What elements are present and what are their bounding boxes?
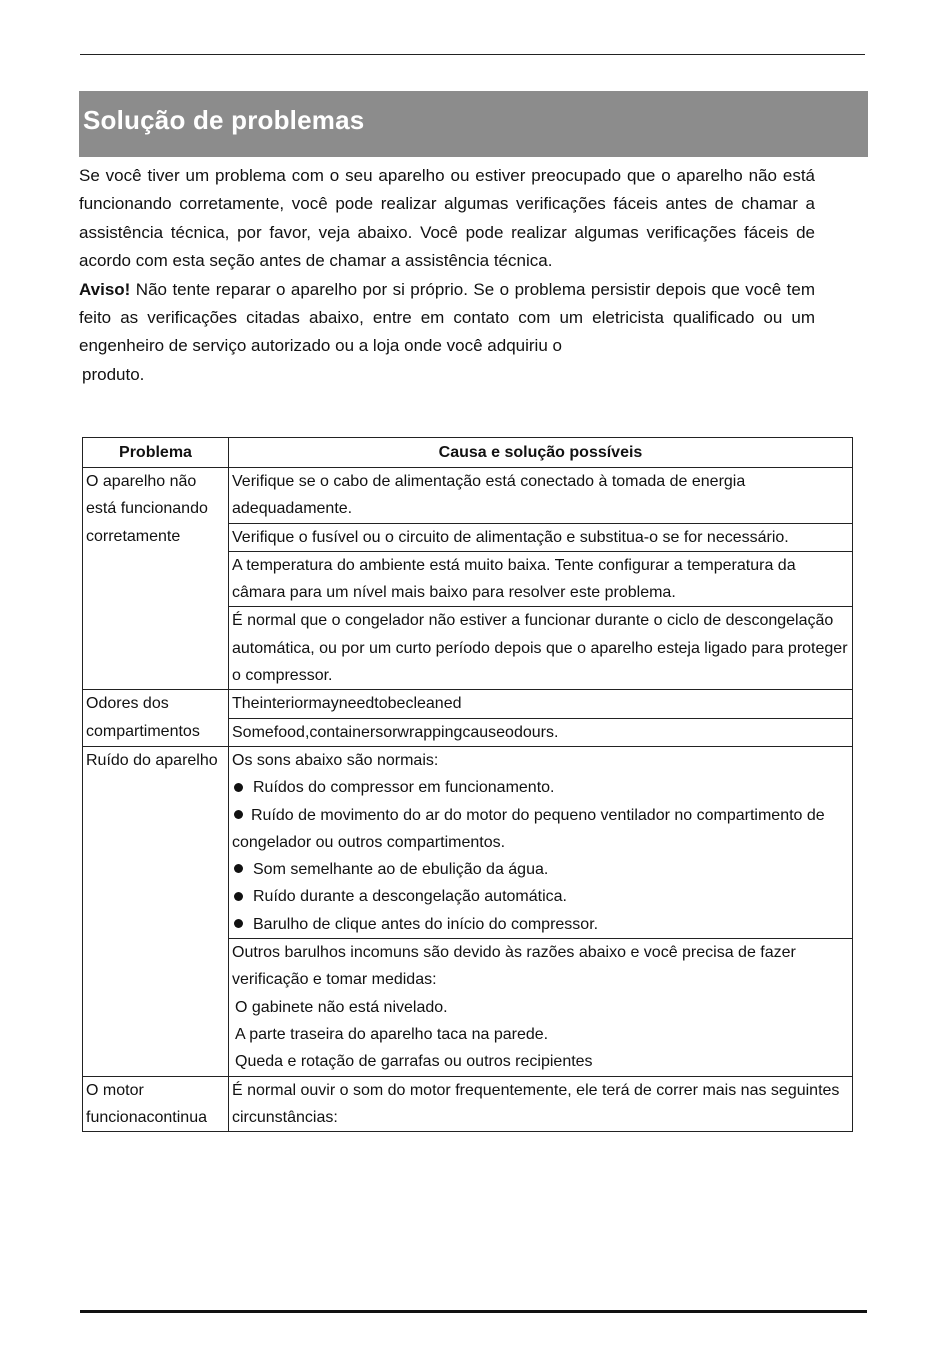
cause-cell: A temperatura do ambiente está muito baixa. Tente configurar a temperatura da câmara para um nível mais baixo para resolver este problema. — [229, 551, 853, 607]
list-item: Ruído de movimento do ar do motor do pequeno ventilador no compartimento de congelador ou outros compartimentos. — [232, 806, 825, 851]
top-rule — [80, 54, 865, 55]
problem-cell: Ruído do aparelho — [83, 746, 229, 1076]
intro-text — [79, 162, 815, 389]
cause-cell — [229, 939, 853, 1076]
table-header-row — [83, 438, 853, 468]
table-row — [83, 746, 853, 938]
list-item: Ruído durante a descongelação automática. — [232, 883, 849, 910]
list-item: A parte traseira do aparelho taca na parede. — [235, 1025, 549, 1043]
normal-sounds-intro: Os sons abaixo são normais: — [232, 751, 439, 769]
table-row — [83, 468, 853, 524]
cause-cell — [229, 746, 853, 938]
list-item: Ruídos do compressor em funcionamento. — [232, 774, 849, 801]
intro-paragraph: Se você tiver um problema com o seu aparelho ou estiver preocupado que o aparelho não está funcionando corretamente, você pode realizar algumas verificações fáceis antes de chamar a assistência técnica, por favor, veja abaixo. Você pode realizar algumas verificações fáceis de acordo com esta seção antes de chamar a assistência técnica. — [79, 166, 815, 271]
list-item: Barulho de clique antes do início do compressor. — [232, 911, 849, 938]
list-item: O gabinete não está nivelado. — [235, 998, 448, 1016]
cause-cell: É normal que o congelador não estiver a funcionar durante o ciclo de descongelação automática, ou por um curto período depois que o aparelho esteja ligado para proteger o compressor. — [229, 607, 853, 690]
cause-cell: É normal ouvir o som do motor frequentemente, ele terá de correr mais nas seguintes circunstâncias: — [229, 1076, 853, 1132]
cause-cell: Theinteriormayneedtobecleaned — [229, 690, 853, 718]
bullet-icon — [234, 810, 243, 819]
header-problem: Problema — [83, 438, 229, 468]
bottom-rule — [80, 1310, 867, 1313]
cause-cell: Verifique se o cabo de alimentação está conectado à tomada de energia adequadamente. — [229, 468, 853, 524]
unusual-sounds-intro: Outros barulhos incomuns são devido às razões abaixo e você precisa de fazer verificação e tomar medidas: — [232, 944, 796, 989]
list-item: Som semelhante ao de ebulição da água. — [232, 856, 849, 883]
problem-cell: O motor funcionacontinua — [83, 1076, 229, 1132]
problem-cell: Odores dos compartimentos — [83, 690, 229, 747]
table-row — [83, 1076, 853, 1132]
list-item: Queda e rotação de garrafas ou outros recipientes — [235, 1053, 593, 1071]
page-title: Solução de problemas — [83, 105, 365, 135]
warning-text: Não tente reparar o aparelho por si próprio. Se o problema persistir depois que você tem feito as verificações citadas abaixo, entre em contato com um eletricista qualificado ou um engenheiro de serviço autorizado ou a loja onde você adquiriu o — [79, 279, 815, 356]
header-cause: Causa e solução possíveis — [229, 438, 853, 468]
bullet-icon — [234, 892, 243, 901]
warning-paragraph — [79, 276, 815, 361]
cause-cell: Somefood,containersorwrappingcauseodours. — [229, 718, 853, 746]
bullet-icon — [234, 864, 243, 873]
troubleshooting-table — [82, 437, 853, 1132]
bullet-icon — [234, 919, 243, 928]
warning-label: Aviso! — [79, 279, 131, 299]
problem-cell: O aparelho não está funcionando corretamente — [83, 468, 229, 690]
section-banner — [79, 91, 868, 157]
bullet-icon — [234, 783, 243, 792]
cause-cell: Verifique o fusível ou o circuito de alimentação e substitua-o se for necessário. — [229, 523, 853, 551]
warning-text-end: produto. — [82, 364, 145, 384]
table-row — [83, 690, 853, 718]
